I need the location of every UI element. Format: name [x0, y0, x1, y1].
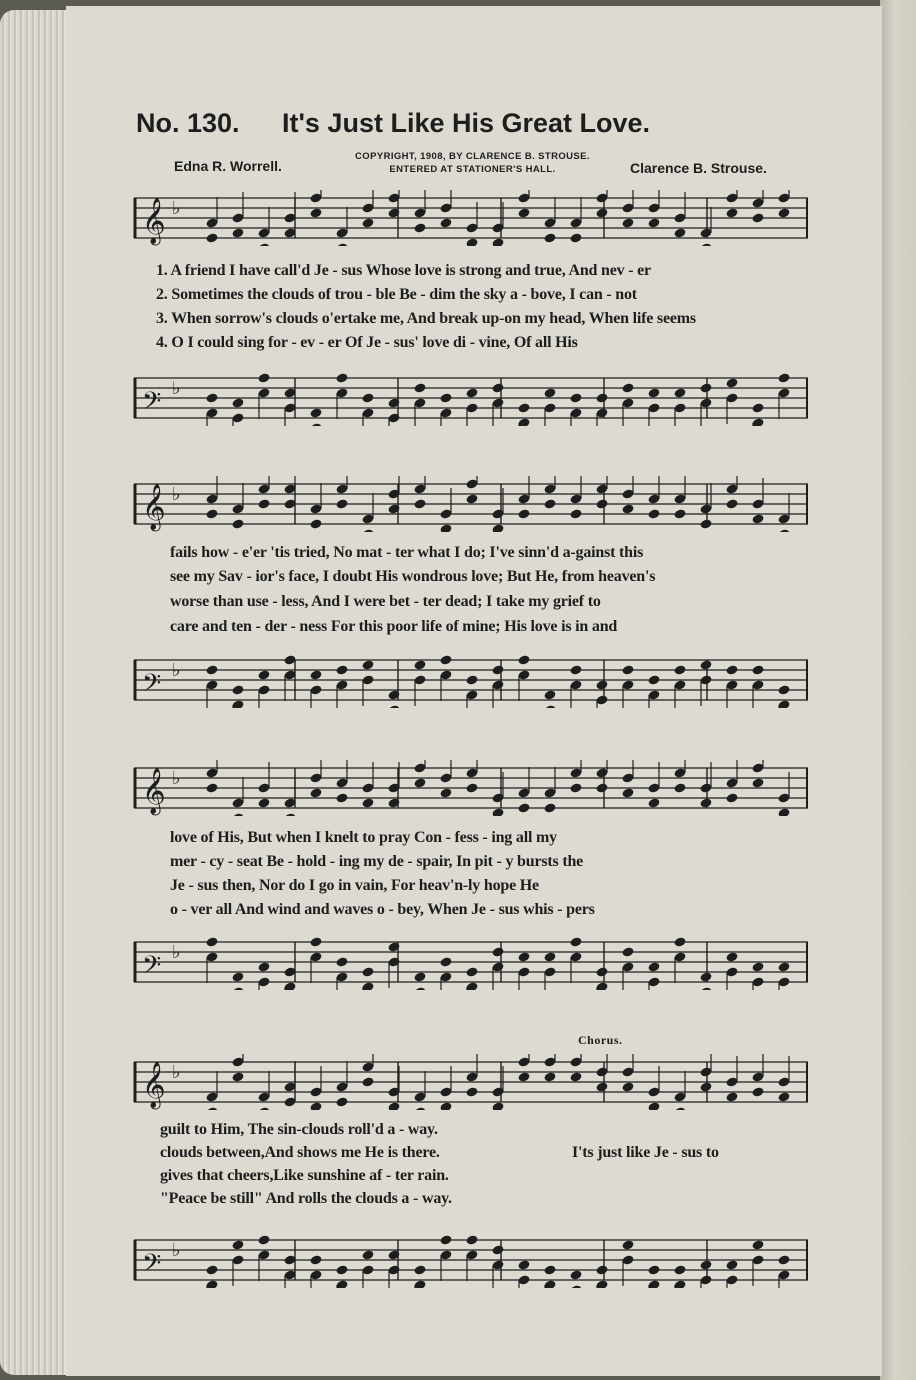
hymn-header: [136, 108, 696, 148]
treble-staff: [132, 760, 810, 816]
lyric-line: guilt to Him, The sin-clouds roll'd a - way.: [160, 1121, 438, 1138]
copyright-line: COPYRIGHT, 1908, BY CLARENCE B. STROUSE.: [355, 151, 590, 162]
lyric-line: worse than use - less, And I were bet - ter dead; I take my grief to: [170, 593, 601, 610]
book-page-edges: [0, 10, 70, 1375]
lyric-line: 3. When sorrow's clouds o'ertake me, And break up-on my head, When life seems: [156, 310, 696, 327]
chorus-lyric-line: I'ts just like Je - sus to: [572, 1144, 719, 1161]
lyricist: Edna R. Worrell.: [174, 158, 282, 174]
lyric-line: fails how - e'er 'tis tried, No mat - ter what I do; I've sinn'd a-gainst this: [170, 544, 644, 561]
hymn-title: It's Just Like His Great Love.: [282, 108, 651, 138]
svg-text:♭: ♭: [172, 1062, 181, 1083]
svg-text:𝄞: 𝄞: [142, 484, 166, 530]
svg-text:♭: ♭: [172, 942, 181, 963]
copyright-notice: [330, 150, 615, 176]
svg-text:𝄢: 𝄢: [142, 669, 162, 704]
lyric-line: o - ver all And wind and waves o - bey, When Je - sus whis - pers: [170, 901, 595, 918]
lyric-line: Je - sus then, Nor do I go in vain, For heav'n-ly hope He: [170, 877, 539, 894]
chorus-label: Chorus.: [578, 1033, 623, 1047]
treble-staff: [132, 190, 810, 246]
facing-page-edge: [880, 0, 916, 1380]
svg-text:𝄞: 𝄞: [142, 198, 166, 244]
svg-text:𝄞: 𝄞: [142, 1062, 166, 1108]
svg-text:♭: ♭: [172, 484, 181, 505]
lyric-line: 2. Sometimes the clouds of trou - ble Be - dim the sky a - bove, I can - not: [156, 286, 637, 303]
hymn-number: No. 130.: [136, 108, 240, 138]
svg-text:𝄢: 𝄢: [142, 387, 162, 422]
svg-text:♭: ♭: [172, 378, 181, 399]
svg-text:𝄢: 𝄢: [142, 1249, 162, 1284]
svg-text:♭: ♭: [172, 768, 181, 789]
svg-text:𝄞: 𝄞: [142, 768, 166, 814]
copyright-line: ENTERED AT STATIONER'S HALL.: [389, 164, 556, 175]
svg-text:𝄢: 𝄢: [142, 951, 162, 986]
treble-staff: [132, 476, 810, 532]
svg-text:♭: ♭: [172, 198, 181, 219]
lyric-line: "Peace be still" And rolls the clouds a - way.: [160, 1190, 452, 1207]
bass-staff: [132, 652, 810, 708]
lyric-line: 4. O I could sing for - ev - er Of Je - sus' love di - vine, Of all His: [156, 334, 578, 351]
bass-staff: [132, 934, 810, 990]
treble-staff: [132, 1054, 810, 1110]
lyric-line: see my Sav - ior's face, I doubt His wondrous love; But He, from heaven's: [170, 568, 656, 585]
svg-text:♭: ♭: [172, 660, 181, 681]
bass-staff: [132, 370, 810, 426]
lyric-line: care and ten - der - ness For this poor life of mine; His love is in and: [170, 618, 618, 635]
lyric-line: gives that cheers,Like sunshine af - ter rain.: [160, 1167, 449, 1184]
lyric-line: love of His, But when I knelt to pray Con - fess - ing all my: [170, 829, 557, 846]
bass-staff: [132, 1232, 810, 1288]
lyric-line: mer - cy - seat Be - hold - ing my de - spair, In pit - y bursts the: [170, 853, 584, 870]
lyric-line: 1. A friend I have call'd Je - sus Whose love is strong and true, And nev - er: [156, 262, 651, 279]
lyric-line: clouds between,And shows me He is there.: [160, 1144, 440, 1161]
composer: Clarence B. Strouse.: [630, 160, 767, 176]
svg-text:♭: ♭: [172, 1240, 181, 1261]
